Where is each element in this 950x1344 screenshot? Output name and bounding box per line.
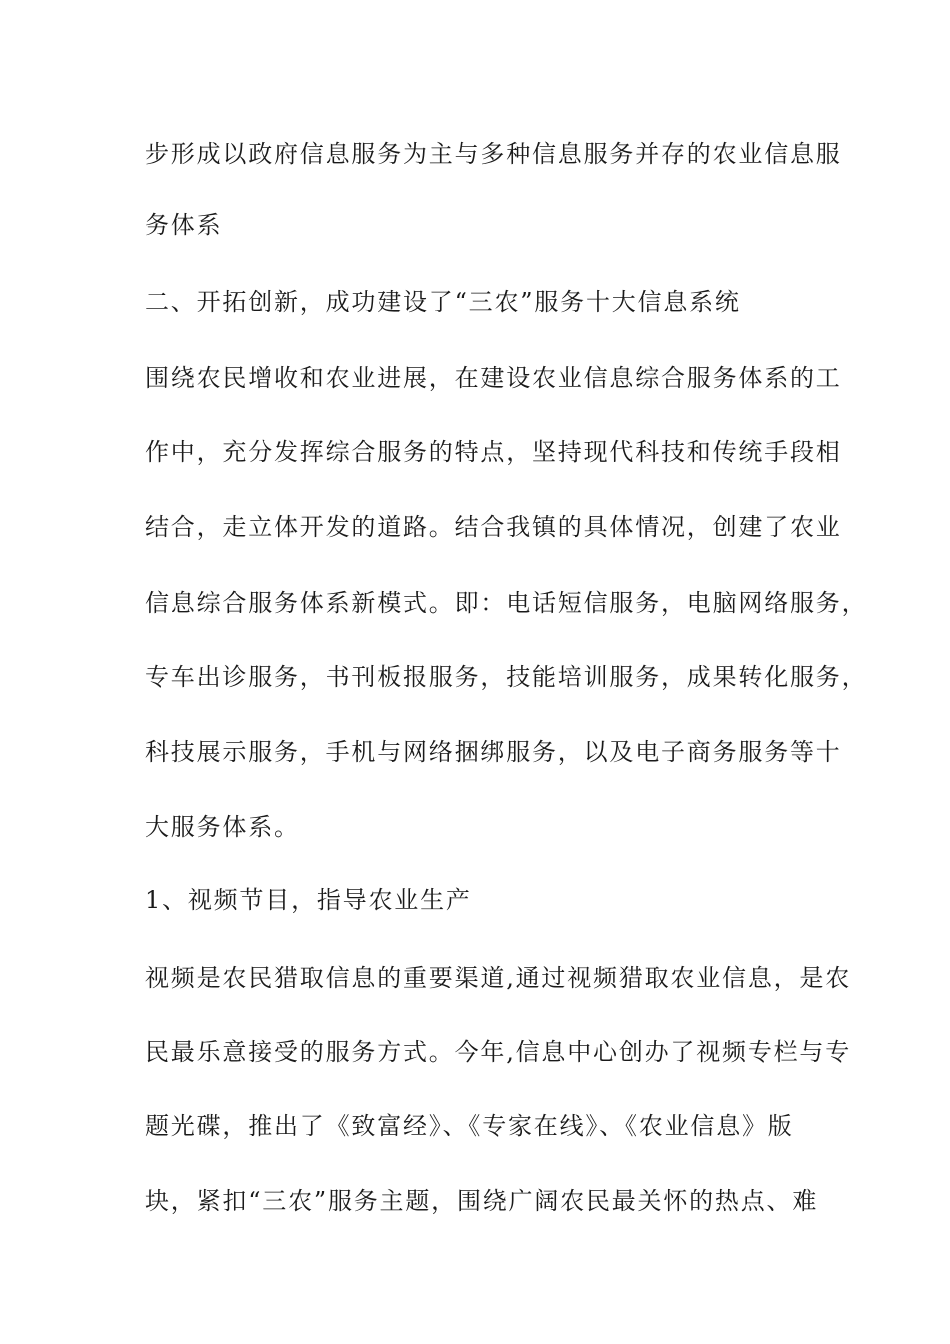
- text-line-4: 围绕农民增收和农业进展，在建设农业信息综合服务体系的工: [145, 364, 842, 392]
- section-heading: 二、开拓创新，成功建设了“三农”服务十大信息系统: [145, 288, 741, 316]
- subsection-heading: 1、视频节目，指导农业生产: [145, 886, 472, 914]
- text-line-13: 民最乐意接受的服务方式。今年,信息中心创办了视频专栏与专: [145, 1038, 852, 1066]
- text-line-2: 务体系: [145, 211, 223, 239]
- text-line-15: 块，紧扣“三农”服务主题，围绕广阔农民最关怀的热点、难: [145, 1187, 819, 1215]
- text-line-12: 视频是农民猎取信息的重要渠道,通过视频猎取农业信息，是农: [145, 964, 852, 992]
- text-line-1: 步形成以政府信息服务为主与多种信息服务并存的农业信息服: [145, 140, 842, 168]
- text-line-6: 结合，走立体开发的道路。结合我镇的具体情况，创建了农业: [145, 513, 842, 541]
- text-line-8: 专车出诊服务，书刊板报服务，技能培训服务，成果转化服务，: [145, 663, 868, 691]
- text-line-14: 题光碟，推出了《致富经》、《专家在线》、《农业信息》版: [145, 1112, 794, 1140]
- text-line-9: 科技展示服务，手机与网络捆绑服务，以及电子商务服务等十: [145, 738, 842, 766]
- text-line-5: 作中，充分发挥综合服务的特点，坚持现代科技和传统手段相: [145, 438, 842, 466]
- text-line-7: 信息综合服务体系新模式。即：电话短信服务，电脑网络服务，: [145, 589, 868, 617]
- text-line-10: 大服务体系。: [145, 813, 300, 841]
